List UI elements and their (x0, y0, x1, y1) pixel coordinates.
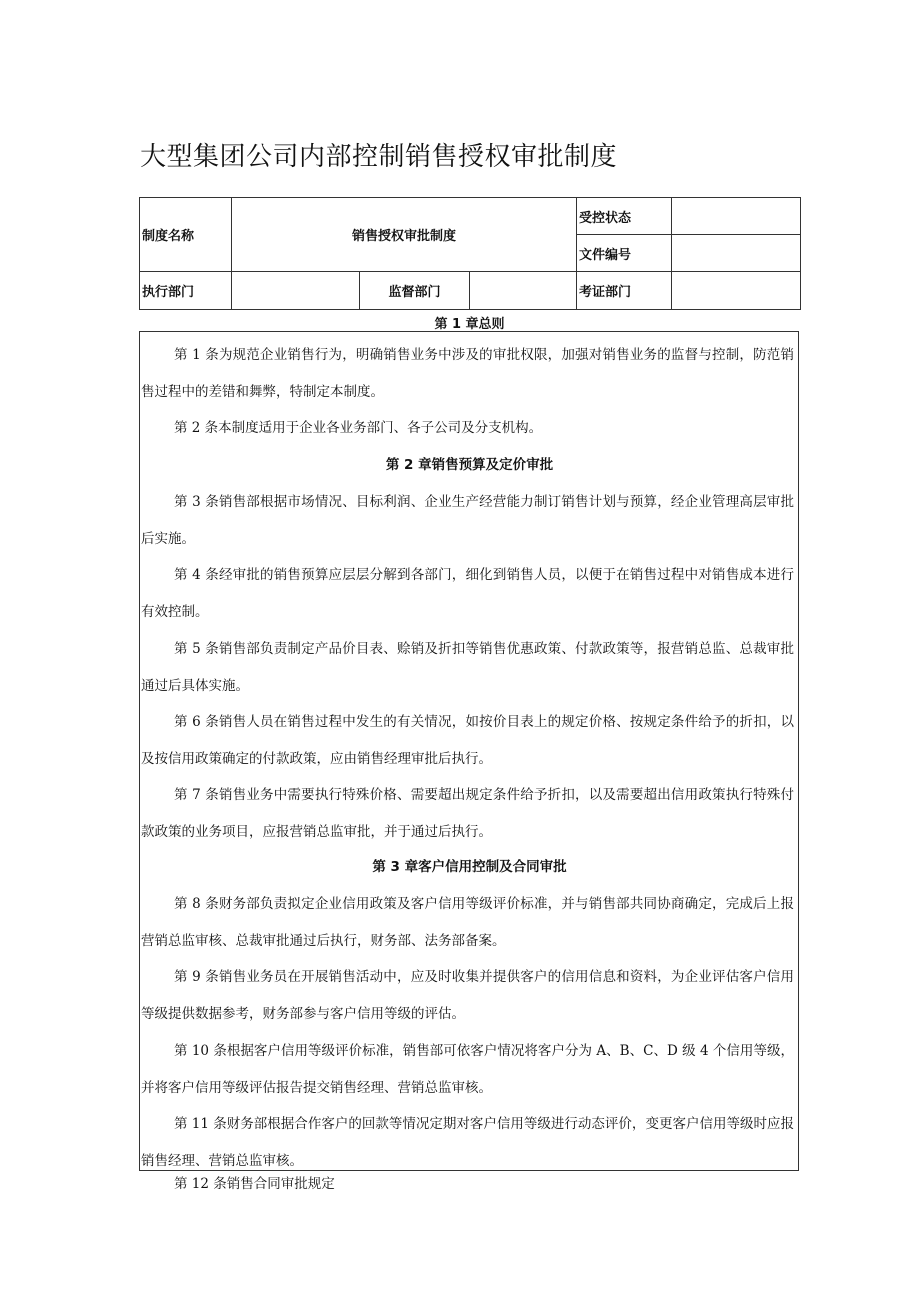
article-4: 第 4 条经审批的销售预算应层层分解到各部门，细化到销售人员，以便于在销售过程中对销售成本进行有效控制。 (141, 567, 794, 620)
name-value: 销售授权审批制度 (232, 198, 577, 272)
supervise-value (470, 272, 577, 310)
article-12: 第 12 条销售合同审批规定 (174, 1176, 335, 1192)
article-7: 第 7 条销售业务中需要执行特殊价格、需要超出规定条件给予折扣，以及需要超出信用政策执行特殊付款政策的业务项目，应报营销总监审批，并于通过后执行。 (141, 787, 794, 840)
status-value (672, 198, 801, 235)
article-8: 第 8 条财务部负责拟定企业信用政策及客户信用等级评价标准，并与销售部共同协商确定，完成后上报营销总监审核、总裁审批通过后执行，财务部、法务部备案。 (141, 896, 794, 949)
audit-value (672, 272, 801, 310)
docno-label: 文件编号 (577, 235, 672, 272)
chapter-2-heading: 第 2 章销售预算及定价审批 (385, 457, 554, 473)
audit-label: 考证部门 (577, 272, 672, 310)
document-title: 大型集团公司内部控制销售授权审批制度 (140, 142, 618, 172)
article-1: 第 1 条为规范企业销售行为，明确销售业务中涉及的审批权限，加强对销售业务的监督与控制，防范销售过程中的差错和舞弊，特制定本制度。 (141, 347, 794, 400)
article-2: 第 2 条本制度适用于企业各业务部门、各子公司及分支机构。 (174, 420, 543, 436)
article-3: 第 3 条销售部根据市场情况、目标利润、企业生产经营能力制订销售计划与预算，经企业管理高层审批后实施。 (141, 494, 794, 547)
status-label: 受控状态 (577, 198, 672, 235)
chapter-1-heading: 第 1 章总则 (434, 317, 505, 332)
article-6: 第 6 条销售人员在销售过程中发生的有关情况，如按价目表上的规定价格、按规定条件给予的折扣，以及按信用政策确定的付款政策，应由销售经理审批后执行。 (141, 714, 794, 767)
supervise-label: 监督部门 (360, 272, 470, 310)
article-11: 第 11 条财务部根据合作客户的回款等情况定期对客户信用等级进行动态评价，变更客户信用等级时应报销售经理、营销总监审核。 (141, 1116, 794, 1169)
exec-label: 执行部门 (140, 272, 232, 310)
document-meta-table (139, 197, 801, 310)
name-label: 制度名称 (140, 198, 232, 272)
article-5: 第 5 条销售部负责制定产品价目表、赊销及折扣等销售优惠政策、付款政策等，报营销总监、总裁审批通过后具体实施。 (141, 641, 794, 694)
chapter-3-heading: 第 3 章客户信用控制及合同审批 (372, 859, 567, 875)
article-10: 第 10 条根据客户信用等级评价标准，销售部可依客户情况将客户分为 A、B、C、D 级 4 个信用等级，并将客户信用等级评估报告提交销售经理、营销总监审核。 (141, 1043, 794, 1096)
exec-value (232, 272, 360, 310)
article-9: 第 9 条销售业务员在开展销售活动中，应及时收集并提供客户的信用信息和资料，为企业评估客户信用等级提供数据参考，财务部参与客户信用等级的评估。 (141, 969, 794, 1022)
docno-value (672, 235, 801, 272)
